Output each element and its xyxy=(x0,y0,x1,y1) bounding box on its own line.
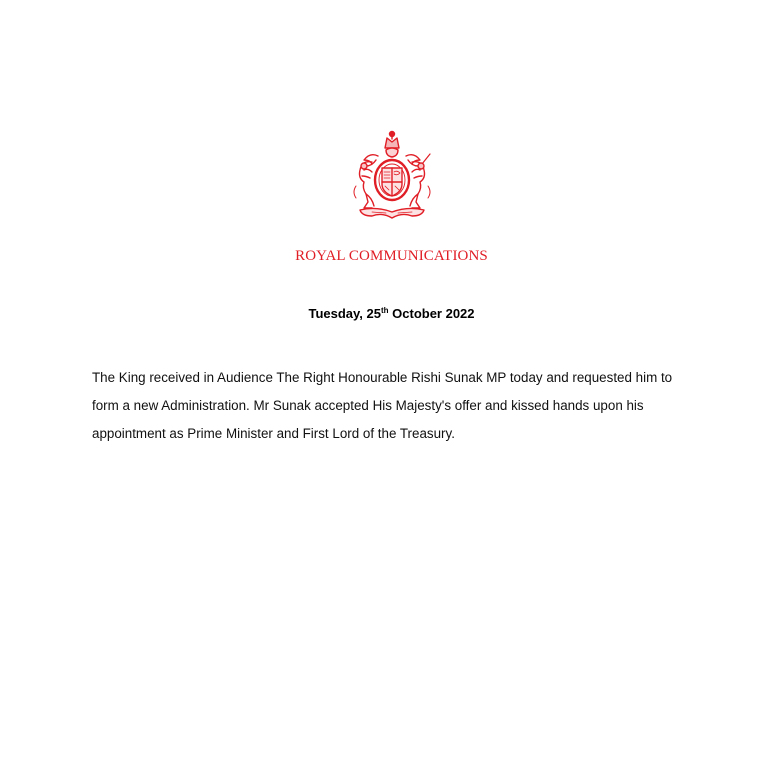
page-title: ROYAL COMMUNICATIONS xyxy=(295,248,488,264)
date-ordinal-suffix: th xyxy=(380,306,389,315)
royal-coat-of-arms-icon xyxy=(342,126,442,222)
paragraph-line: appointment as Prime Minister and First Lord of the Treasury. xyxy=(92,426,455,441)
date-weekday-day: Tuesday, 25 xyxy=(308,306,381,321)
paragraph-line: form a new Administration. Mr Sunak accepted His Majesty's offer and kissed hands upon his xyxy=(92,398,644,413)
paragraph-line: The King received in Audience The Right Honourable Rishi Sunak MP today and requested him to xyxy=(92,370,673,385)
date-line xyxy=(0,304,783,324)
date-month-year: October 2022 xyxy=(388,306,475,321)
announcement-paragraph xyxy=(92,364,692,448)
